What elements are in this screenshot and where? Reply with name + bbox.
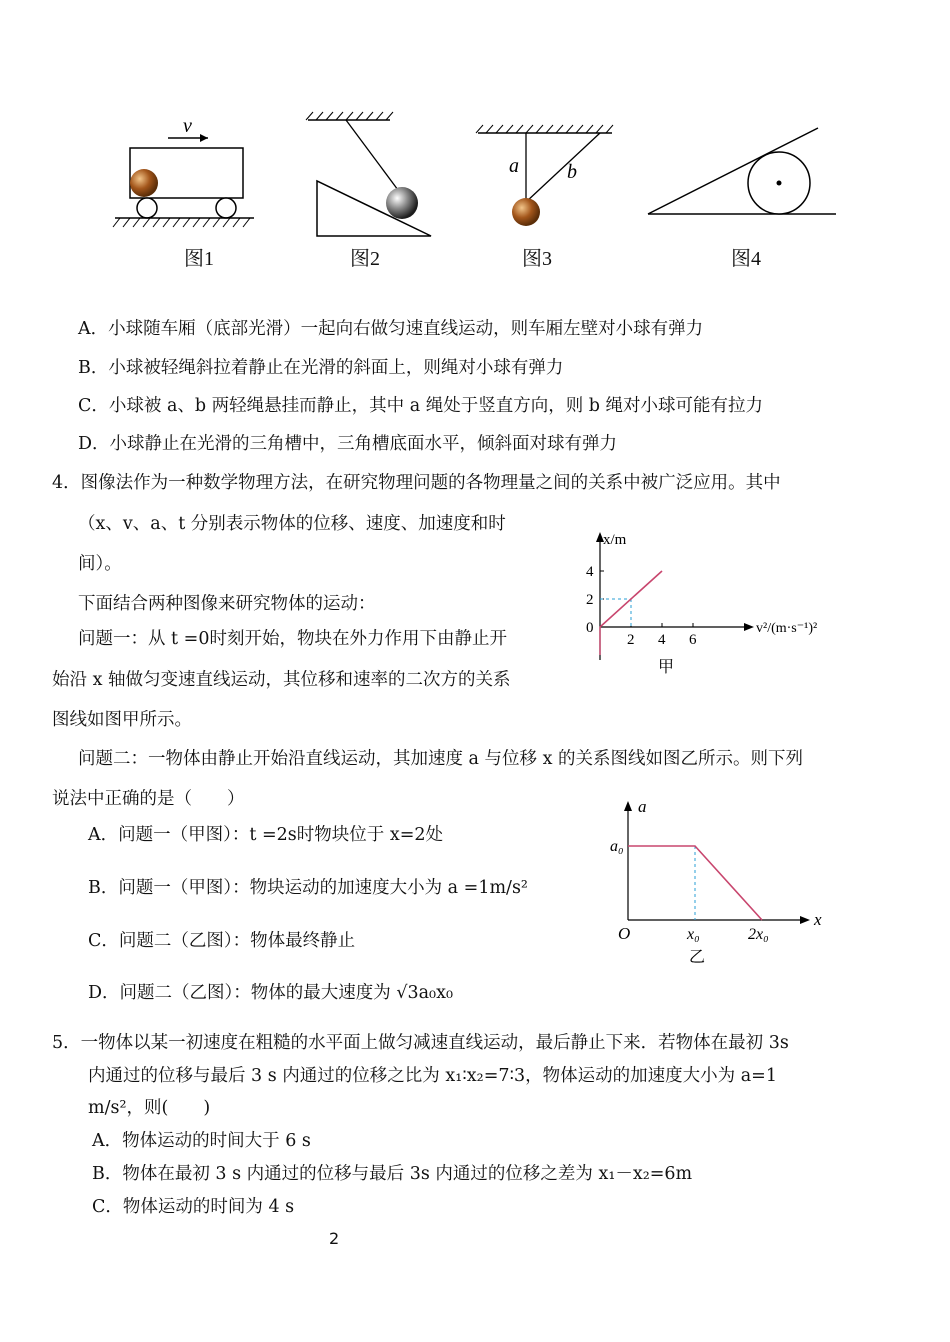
q4-problem1-line2: 始沿 x 轴做匀变速直线运动，其位移和速率的二次方的关系 xyxy=(52,670,511,690)
rope-a-label: a xyxy=(509,155,519,177)
chart-title: 乙 xyxy=(689,949,706,966)
grey-ball xyxy=(386,187,418,219)
rope xyxy=(346,120,398,190)
figure-3-two-ropes xyxy=(476,125,613,226)
q4-option-a: A．问题一（甲图）：t =2s时物块位于 x=2处 xyxy=(88,825,443,845)
x-tick-label: 4 xyxy=(658,632,666,648)
q4-option-d: D．问题二（乙图）：物体的最大速度为 √3a₀x₀ xyxy=(88,983,453,1003)
x-tick-label: 6 xyxy=(689,632,697,648)
graph-jia xyxy=(560,520,850,680)
figure-2-incline xyxy=(306,112,431,236)
fig3-label: 图3 xyxy=(522,248,552,270)
q4-stem-line2: （x、v、a、t 分别表示物体的位移、速度、加速度和时 xyxy=(78,514,506,534)
q5-option-b: B．物体在最初 3 s 内通过的位移与最后 3s 内通过的位移之差为 x₁－x₂=6m xyxy=(92,1164,693,1184)
wheel-right xyxy=(216,198,236,218)
chart-title: 甲 xyxy=(658,659,675,676)
q4-problem1-line3: 图线如图甲所示。 xyxy=(52,710,192,730)
q4-problem2-line1: 问题二：一物体由静止开始沿直线运动，其加速度 a 与位移 x 的关系图线如图乙所示。则下列 xyxy=(78,749,804,769)
rope-b xyxy=(526,133,600,202)
q3-option-c: C．小球被 a、b 两轻绳悬挂而静止，其中 a 绳处于竖直方向，则 b 绳对小球可能有拉力 xyxy=(78,396,764,416)
fig1-label: 图1 xyxy=(184,248,214,270)
fig2-label: 图2 xyxy=(350,248,380,270)
page-number: 2 xyxy=(329,1229,340,1248)
q4-option-b: B．问题一（甲图）：物块运动的加速度大小为 a =1m/s² xyxy=(88,878,528,898)
figure-1-cart xyxy=(113,115,254,227)
origin-label: O xyxy=(618,924,631,943)
graph-yi xyxy=(600,795,840,975)
q4-option-c: C．问题二（乙图）：物体最终静止 xyxy=(88,931,356,951)
q4-stem-line1: 4．图像法作为一种数学物理方法，在研究物理问题的各物理量之间的关系中被广泛应用。其中 xyxy=(52,473,781,493)
y-tick-label: 2 xyxy=(586,592,594,608)
y-tick-label: a₀ xyxy=(610,838,624,855)
q4-problem1-line1: 问题一：从 t =0时刻开始，物块在外力作用下由静止开 xyxy=(78,629,507,649)
x-axis-arrow xyxy=(800,916,810,924)
q5-stem-line1: 5．一物体以某一初速度在粗糙的水平面上做匀减速直线运动，最后静止下来．若物体在最初 3s xyxy=(52,1033,789,1053)
q5-stem-line3: m/s²，则( ) xyxy=(88,1098,211,1118)
y-axis-label: x/m xyxy=(603,532,627,548)
y-tick-label: 4 xyxy=(586,564,594,580)
rope-b-label: b xyxy=(567,161,577,183)
figure-4-groove xyxy=(648,128,836,214)
brown-ball xyxy=(512,198,540,226)
x-axis-label: v²/(m·s⁻¹)² xyxy=(756,621,818,636)
q3-option-d: D．小球静止在光滑的三角槽中，三角槽底面水平，倾斜面对球有弹力 xyxy=(78,434,618,454)
q3-option-a: A．小球随车厢（底部光滑）一起向右做匀速直线运动，则车厢左壁对小球有弹力 xyxy=(78,319,704,339)
q5-option-c: C．物体运动的时间为 4 s xyxy=(92,1197,295,1217)
q4-problem2-line2: 说法中正确的是（ ） xyxy=(52,789,245,809)
q5-stem-line2: 内通过的位移与最后 3 s 内通过的位移之比为 x₁∶x₂=7∶3，物体运动的加速度大小为 a=1 xyxy=(88,1066,777,1086)
x-tick-label: 2 xyxy=(627,632,635,648)
q5-option-a: A．物体运动的时间大于 6 s xyxy=(92,1131,311,1151)
x-tick-label: 2x₀ xyxy=(748,926,769,943)
q4-stem-line4: 下面结合两种图像来研究物体的运动： xyxy=(78,594,376,614)
ball-in-cart xyxy=(130,169,158,197)
fig4-label: 图4 xyxy=(731,248,761,270)
q3-option-b: B．小球被轻绳斜拉着静止在光滑的斜面上，则绳对小球有弹力 xyxy=(78,358,564,378)
origin-label: 0 xyxy=(586,620,594,636)
x-axis-label: x xyxy=(814,910,822,929)
x-axis-arrow xyxy=(744,623,754,631)
q4-stem-line3: 间）。 xyxy=(78,554,122,574)
wheel-left xyxy=(137,198,157,218)
y-axis-arrow xyxy=(624,801,632,811)
x-tick-label: x₀ xyxy=(687,926,700,943)
figures-row xyxy=(0,80,950,280)
y-axis-label: a xyxy=(638,797,647,816)
fig1-velocity-label: v xyxy=(183,115,192,137)
